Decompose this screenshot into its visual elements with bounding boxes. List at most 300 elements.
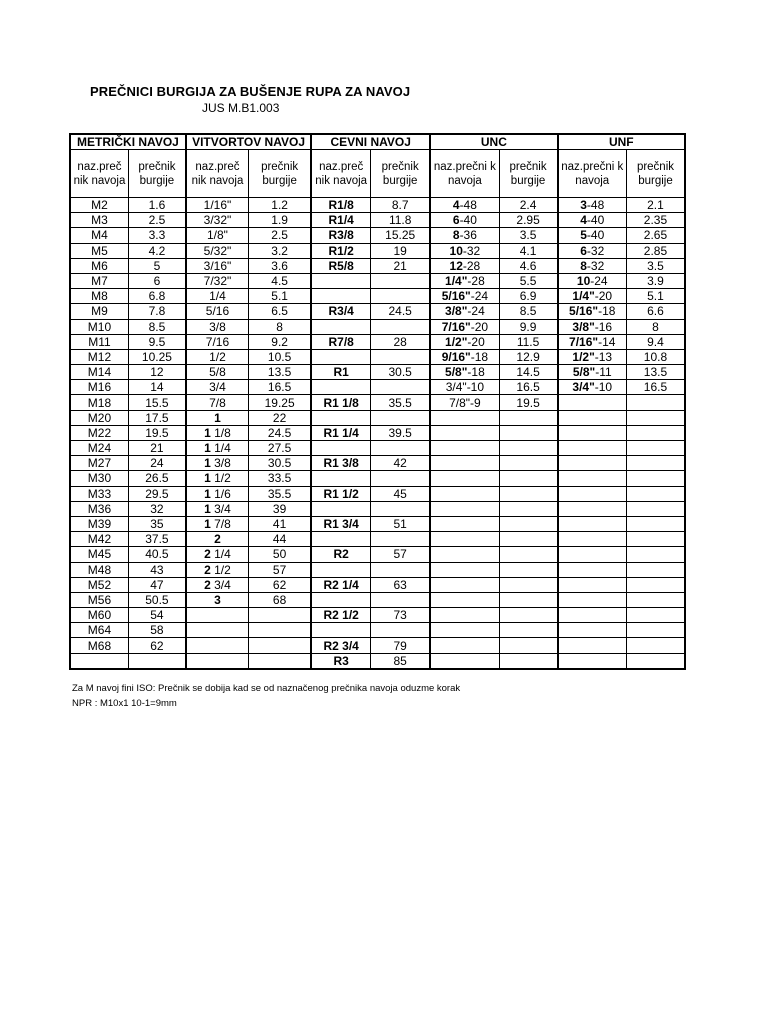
table-cell (558, 577, 627, 592)
table-cell (558, 623, 627, 638)
table-cell (186, 623, 249, 638)
table-cell: 8 (249, 319, 312, 334)
table-row (70, 638, 685, 653)
table-cell (371, 410, 431, 425)
table-cell: 6.9 (499, 289, 557, 304)
table-cell (311, 349, 371, 364)
table-cell: 2.1 (626, 198, 685, 213)
table-cell: 8.7 (371, 198, 431, 213)
table-row (70, 471, 685, 486)
table-row (70, 410, 685, 425)
table-cell (430, 410, 499, 425)
table-cell: 5 (128, 258, 185, 273)
table-cell (371, 273, 431, 288)
table-cell (430, 623, 499, 638)
table-cell: 3/4"-10 (558, 380, 627, 395)
table-cell (371, 349, 431, 364)
table-cell: M2 (70, 198, 128, 213)
table-cell: 19.5 (128, 425, 185, 440)
table-cell: M16 (70, 380, 128, 395)
table-cell: 1 7/8 (186, 516, 249, 531)
table-cell (430, 653, 499, 669)
table-cell: 2 1/2 (186, 562, 249, 577)
table-cell (186, 653, 249, 669)
subheader: prečnik burgije (249, 150, 312, 198)
table-cell: 11.8 (371, 213, 431, 228)
table-cell (499, 653, 557, 669)
table-cell: 3/4"-10 (430, 380, 499, 395)
table-cell (626, 623, 685, 638)
subheader: naz.preč nik navoja (70, 150, 128, 198)
table-cell (371, 471, 431, 486)
table-cell (626, 592, 685, 607)
table-cell: 6.5 (249, 304, 312, 319)
table-cell: 4-48 (430, 198, 499, 213)
sub-header-row (70, 150, 685, 198)
table-cell (499, 608, 557, 623)
table-row (70, 198, 685, 213)
table-cell: 62 (249, 577, 312, 592)
table-cell (558, 638, 627, 653)
table-row (70, 608, 685, 623)
table-cell (430, 456, 499, 471)
table-cell: 9.2 (249, 334, 312, 349)
table-cell (499, 577, 557, 592)
table-cell (626, 486, 685, 501)
table-cell: 12.9 (499, 349, 557, 364)
table-cell: 39 (249, 501, 312, 516)
table-cell (311, 592, 371, 607)
table-cell: M56 (70, 592, 128, 607)
table-cell (558, 501, 627, 516)
table-cell (311, 380, 371, 395)
table-cell (558, 532, 627, 547)
table-cell (499, 456, 557, 471)
table-row (70, 516, 685, 531)
table-cell (626, 532, 685, 547)
table-cell: 1.6 (128, 198, 185, 213)
table-cell: R3/4 (311, 304, 371, 319)
table-cell (311, 319, 371, 334)
table-cell: M9 (70, 304, 128, 319)
table-cell: 22 (249, 410, 312, 425)
table-cell: M48 (70, 562, 128, 577)
table-cell (558, 608, 627, 623)
table-cell (558, 592, 627, 607)
table-cell (430, 441, 499, 456)
table-cell: 3.6 (249, 258, 312, 273)
table-cell: M22 (70, 425, 128, 440)
table-cell: M12 (70, 349, 128, 364)
table-cell: 6 (128, 273, 185, 288)
table-cell (430, 577, 499, 592)
table-cell: R1 1/4 (311, 425, 371, 440)
table-cell: M8 (70, 289, 128, 304)
table-cell (626, 638, 685, 653)
table-cell: M52 (70, 577, 128, 592)
table-cell: M7 (70, 273, 128, 288)
table-row (70, 365, 685, 380)
table-cell: M27 (70, 456, 128, 471)
table-cell: 3 (186, 592, 249, 607)
table-cell (626, 471, 685, 486)
table-cell (558, 441, 627, 456)
table-cell (371, 380, 431, 395)
table-cell (499, 501, 557, 516)
table-cell: 2.85 (626, 243, 685, 258)
table-cell: 1/4"-20 (558, 289, 627, 304)
table-cell: 3/8"-24 (430, 304, 499, 319)
table-cell: 8-36 (430, 228, 499, 243)
table-cell: 7/8 (186, 395, 249, 410)
table-cell: 7.8 (128, 304, 185, 319)
table-cell: 1/8" (186, 228, 249, 243)
table-cell: 14.5 (499, 365, 557, 380)
table-cell (430, 532, 499, 547)
table-body (70, 198, 685, 669)
table-cell: 8.5 (499, 304, 557, 319)
table-cell: 5/8"-11 (558, 365, 627, 380)
table-cell (311, 441, 371, 456)
table-cell: 10-32 (430, 243, 499, 258)
table-cell: 1/2"-20 (430, 334, 499, 349)
table-cell: 3/32" (186, 213, 249, 228)
table-cell: 45 (371, 486, 431, 501)
table-cell: 1/2 (186, 349, 249, 364)
table-cell: 24 (128, 456, 185, 471)
table-cell: 1 1/2 (186, 471, 249, 486)
table-row (70, 532, 685, 547)
table-cell: 1/2"-13 (558, 349, 627, 364)
table-cell: 5.1 (249, 289, 312, 304)
table-cell: 57 (371, 547, 431, 562)
table-cell: 44 (249, 532, 312, 547)
table-cell: R1 1/2 (311, 486, 371, 501)
table-cell (558, 425, 627, 440)
table-cell: R1 3/4 (311, 516, 371, 531)
table-cell (558, 562, 627, 577)
table-cell: 5/16"-18 (558, 304, 627, 319)
table-cell: 7/16 (186, 334, 249, 349)
table-cell: 2.5 (249, 228, 312, 243)
table-cell: 3.5 (499, 228, 557, 243)
table-cell: R3/8 (311, 228, 371, 243)
table-cell: 1 1/8 (186, 425, 249, 440)
table-cell (558, 395, 627, 410)
table-cell (626, 516, 685, 531)
table-cell (430, 471, 499, 486)
table-cell (626, 608, 685, 623)
table-cell: R5/8 (311, 258, 371, 273)
subheader: prečnik burgije (499, 150, 557, 198)
table-cell (249, 623, 312, 638)
table-cell: 5/16 (186, 304, 249, 319)
table-cell: 4.1 (499, 243, 557, 258)
table-row (70, 289, 685, 304)
table-cell (626, 547, 685, 562)
table-cell: 27.5 (249, 441, 312, 456)
table-cell: 29.5 (128, 486, 185, 501)
table-cell: 14 (128, 380, 185, 395)
table-cell: R1/8 (311, 198, 371, 213)
table-cell (558, 547, 627, 562)
table-cell: 5-40 (558, 228, 627, 243)
table-cell: 57 (249, 562, 312, 577)
footnote-fine-thread: Za M navoj fini ISO: Prečnik se dobija kad se od naznačenog prečnika navoja oduzme korak (72, 683, 461, 694)
table-cell (626, 653, 685, 669)
subheader: naz.prečni k navoja (430, 150, 499, 198)
table-cell: 35.5 (371, 395, 431, 410)
table-cell (249, 653, 312, 669)
table-cell: M14 (70, 365, 128, 380)
subheader: naz.preč nik navoja (311, 150, 371, 198)
table-cell (430, 486, 499, 501)
table-cell: M42 (70, 532, 128, 547)
table-cell (626, 425, 685, 440)
table-cell: 15.5 (128, 395, 185, 410)
table-cell: R2 1/2 (311, 608, 371, 623)
table-row (70, 441, 685, 456)
table-cell: 1/4 (186, 289, 249, 304)
table-cell: 1 3/4 (186, 501, 249, 516)
table-cell: 24.5 (371, 304, 431, 319)
table-cell: 6-40 (430, 213, 499, 228)
table-cell: M24 (70, 441, 128, 456)
table-cell: 9/16"-18 (430, 349, 499, 364)
table-cell: 7/16"-20 (430, 319, 499, 334)
table-cell: 16.5 (499, 380, 557, 395)
table-cell: 19.5 (499, 395, 557, 410)
table-cell (186, 638, 249, 653)
table-cell: 47 (128, 577, 185, 592)
table-cell: 16.5 (626, 380, 685, 395)
table-cell: M45 (70, 547, 128, 562)
table-row (70, 334, 685, 349)
table-row (70, 273, 685, 288)
table-cell: 1 1/6 (186, 486, 249, 501)
table-row (70, 592, 685, 607)
table-cell: 8.5 (128, 319, 185, 334)
table-row (70, 547, 685, 562)
table-cell: 3.2 (249, 243, 312, 258)
table-cell: 30.5 (371, 365, 431, 380)
table-cell (499, 592, 557, 607)
table-cell: 26.5 (128, 471, 185, 486)
table-cell: 5.5 (499, 273, 557, 288)
table-cell (499, 471, 557, 486)
table-cell: M4 (70, 228, 128, 243)
group-metric: METRIČKI NAVOJ (70, 134, 186, 150)
table-cell: M60 (70, 608, 128, 623)
table-cell: 43 (128, 562, 185, 577)
table-cell: M11 (70, 334, 128, 349)
table-cell (128, 653, 185, 669)
table-row (70, 349, 685, 364)
table-cell: 39.5 (371, 425, 431, 440)
table-cell: R1 1/8 (311, 395, 371, 410)
table-cell (499, 623, 557, 638)
table-cell (430, 516, 499, 531)
table-cell: 13.5 (249, 365, 312, 380)
table-cell (499, 562, 557, 577)
table-cell: 5/16"-24 (430, 289, 499, 304)
table-cell: R1/2 (311, 243, 371, 258)
table-cell: 1 3/8 (186, 456, 249, 471)
table-cell (499, 441, 557, 456)
table-cell (311, 501, 371, 516)
table-cell: 42 (371, 456, 431, 471)
table-cell: 63 (371, 577, 431, 592)
table-cell: 1 (186, 410, 249, 425)
table-row (70, 319, 685, 334)
table-cell: R2 (311, 547, 371, 562)
table-cell: 2.65 (626, 228, 685, 243)
table-cell (499, 532, 557, 547)
table-cell (371, 319, 431, 334)
table-cell (499, 547, 557, 562)
table-cell: 2.5 (128, 213, 185, 228)
table-cell: 3-48 (558, 198, 627, 213)
table-cell (371, 441, 431, 456)
table-cell: 19.25 (249, 395, 312, 410)
table-cell: 17.5 (128, 410, 185, 425)
table-cell: M20 (70, 410, 128, 425)
table-row (70, 623, 685, 638)
table-cell: 85 (371, 653, 431, 669)
table-cell: 10.8 (626, 349, 685, 364)
table-cell: M36 (70, 501, 128, 516)
table-cell: 3/16" (186, 258, 249, 273)
table-cell: M5 (70, 243, 128, 258)
table-cell: 19 (371, 243, 431, 258)
table-cell: R1 (311, 365, 371, 380)
subheader: prečnik burgije (371, 150, 431, 198)
table-cell: 28 (371, 334, 431, 349)
table-cell (430, 547, 499, 562)
table-cell (311, 410, 371, 425)
table-cell (430, 425, 499, 440)
table-cell: 3/8 (186, 319, 249, 334)
table-cell: 24.5 (249, 425, 312, 440)
table-cell: 5.1 (626, 289, 685, 304)
table-cell (499, 486, 557, 501)
table-cell: 21 (371, 258, 431, 273)
table-cell: 4-40 (558, 213, 627, 228)
table-cell (70, 653, 128, 669)
table-cell (371, 532, 431, 547)
table-cell: 6.6 (626, 304, 685, 319)
subheader: prečnik burgije (626, 150, 685, 198)
table-row (70, 243, 685, 258)
table-cell (430, 638, 499, 653)
subheader: naz.preč nik navoja (186, 150, 249, 198)
subheader: naz.prečni k navoja (558, 150, 627, 198)
table-cell (626, 562, 685, 577)
group-unf: UNF (558, 134, 685, 150)
standard-reference: JUS M.B1.003 (202, 101, 280, 115)
table-cell: 37.5 (128, 532, 185, 547)
table-cell: 68 (249, 592, 312, 607)
table-cell: R2 3/4 (311, 638, 371, 653)
table-cell: 2 (186, 532, 249, 547)
table-cell (430, 592, 499, 607)
table-cell: R1 3/8 (311, 456, 371, 471)
table-cell (430, 562, 499, 577)
table-cell (626, 441, 685, 456)
page-title: PREČNICI BURGIJA ZA BUŠENJE RUPA ZA NAVOJ (90, 84, 411, 99)
table-cell (430, 608, 499, 623)
table-cell: M3 (70, 213, 128, 228)
table-cell: 9.5 (128, 334, 185, 349)
table-cell (311, 289, 371, 304)
table-cell: M6 (70, 258, 128, 273)
table-cell: 6-32 (558, 243, 627, 258)
table-cell: 11.5 (499, 334, 557, 349)
table-row (70, 395, 685, 410)
table-cell: 8 (626, 319, 685, 334)
table-cell: 73 (371, 608, 431, 623)
table-cell: 2 3/4 (186, 577, 249, 592)
table-cell: 10-24 (558, 273, 627, 288)
table-cell: 1.9 (249, 213, 312, 228)
table-cell: 4.5 (249, 273, 312, 288)
group-header-row (70, 134, 685, 150)
table-cell: 5/8 (186, 365, 249, 380)
table-row (70, 213, 685, 228)
table-cell (558, 486, 627, 501)
table-cell: 1/16" (186, 198, 249, 213)
table-row (70, 486, 685, 501)
table-cell: 5/32" (186, 243, 249, 258)
table-cell: 50 (249, 547, 312, 562)
table-cell: M30 (70, 471, 128, 486)
table-row (70, 258, 685, 273)
table-cell: 7/32" (186, 273, 249, 288)
table-cell: 8-32 (558, 258, 627, 273)
table-cell: 12 (128, 365, 185, 380)
table-cell: 2.95 (499, 213, 557, 228)
table-row (70, 304, 685, 319)
table-cell: 32 (128, 501, 185, 516)
table-cell (558, 410, 627, 425)
table-cell (499, 410, 557, 425)
table-cell: 9.9 (499, 319, 557, 334)
table-cell: 21 (128, 441, 185, 456)
table-cell (558, 471, 627, 486)
table-cell: 4.2 (128, 243, 185, 258)
table-cell (249, 638, 312, 653)
table-cell: 33.5 (249, 471, 312, 486)
table-cell (186, 608, 249, 623)
table-cell: R7/8 (311, 334, 371, 349)
table-cell (558, 456, 627, 471)
table-cell: 5/8"-18 (430, 365, 499, 380)
table-cell (311, 562, 371, 577)
table-cell: 2.35 (626, 213, 685, 228)
table-cell: 2 1/4 (186, 547, 249, 562)
table-cell: M33 (70, 486, 128, 501)
table-cell: 79 (371, 638, 431, 653)
table-cell: M39 (70, 516, 128, 531)
table-cell: R1/4 (311, 213, 371, 228)
table-cell: 51 (371, 516, 431, 531)
table-cell: 41 (249, 516, 312, 531)
table-cell (311, 273, 371, 288)
table-row (70, 228, 685, 243)
subheader: prečnik burgije (128, 150, 185, 198)
table-row (70, 501, 685, 516)
table-cell (499, 425, 557, 440)
